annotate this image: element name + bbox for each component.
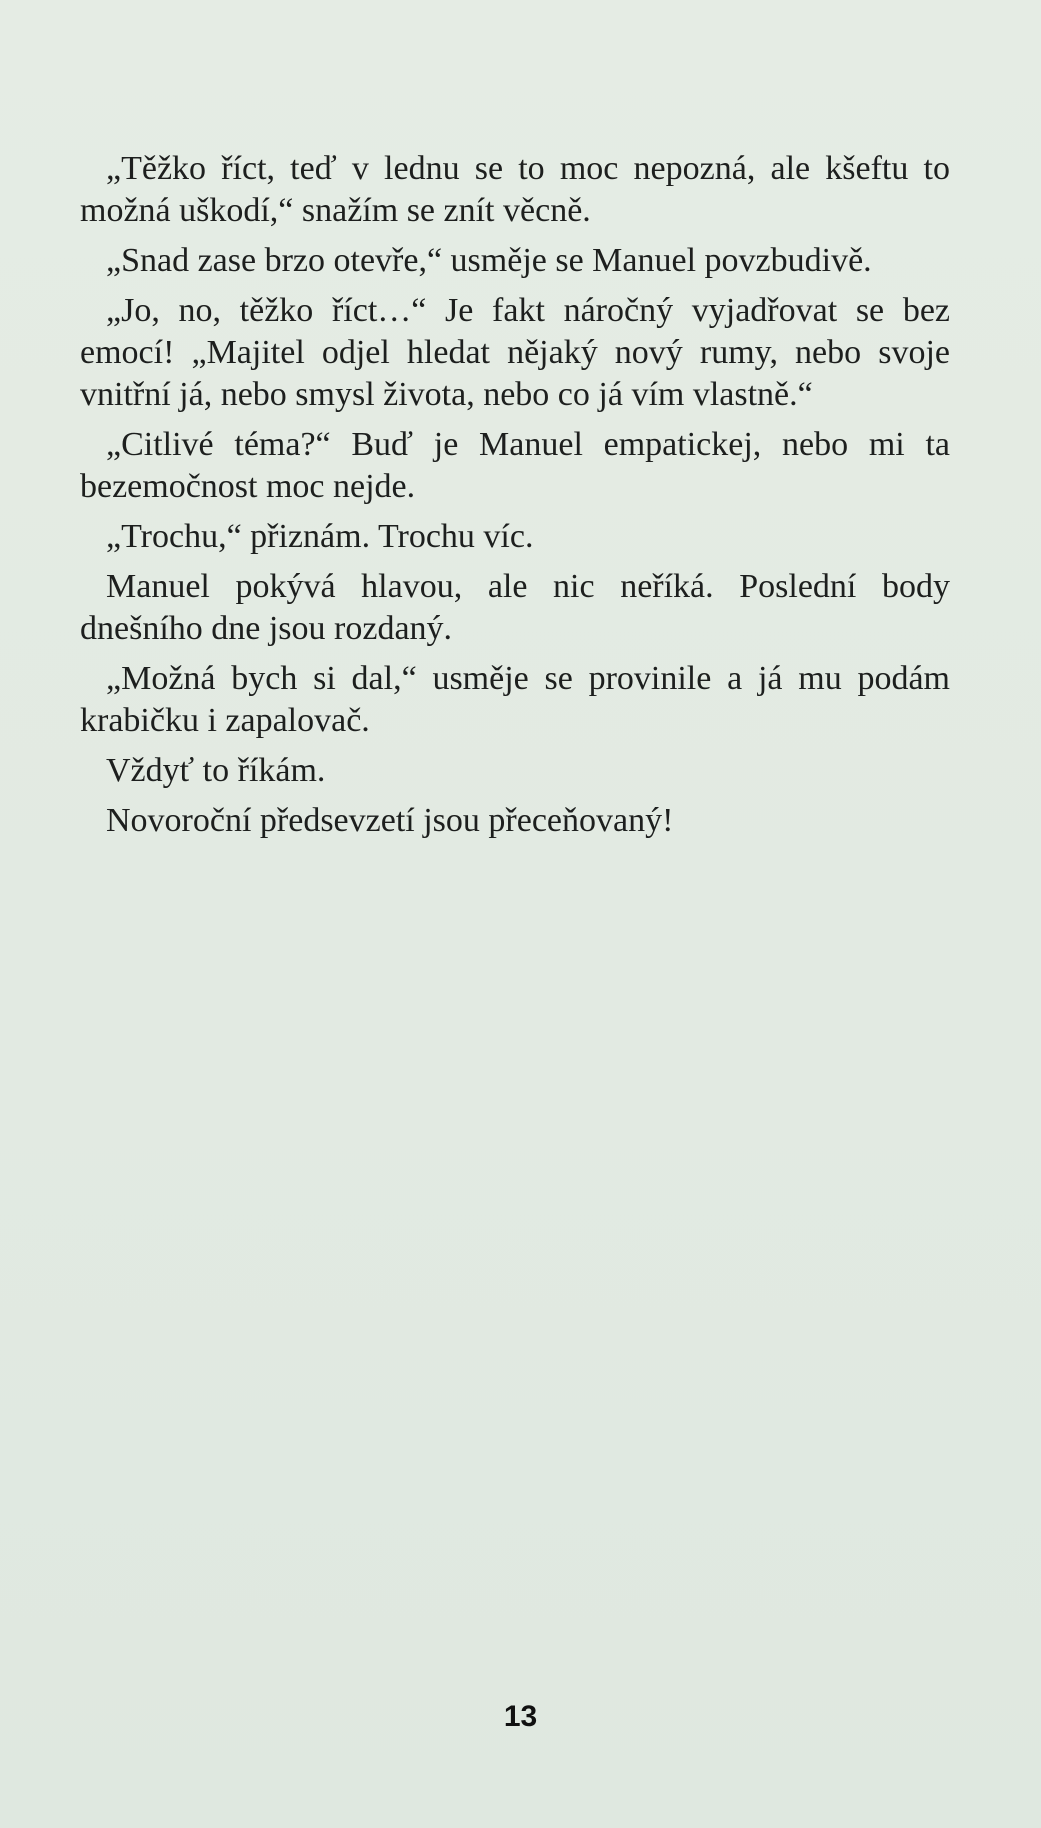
paragraph-2: „Snad zase brzo otevře,“ usměje se Manuel povzbudivě. (106, 242, 872, 279)
paragraph-3: „Jo, no, těžko říct…“ Je fakt náročný vyjadřovat se bez emocí! „Majitel odjel hledat nějaký nový rumy, nebo svoje vnitřní já, nebo smysl života, nebo co já vím vlastně.“ (80, 292, 950, 413)
page-number: 13 (503, 1700, 538, 1733)
paragraph-9: Novoroční předsevzetí jsou přeceňovaný! (106, 802, 674, 839)
paragraph-6: Manuel pokývá hlavou, ale nic neříká. Poslední body dnešního dne jsou rozdaný. (80, 568, 950, 647)
paragraph-4: „Citlivé téma?“ Buď je Manuel empatickej, nebo mi ta bezemočnost moc nejde. (80, 426, 950, 505)
paragraph-5: „Trochu,“ přiznám. Trochu víc. (106, 518, 534, 555)
body-text (80, 148, 950, 850)
paragraph-8: Vždyť to říkám. (106, 752, 326, 789)
paragraph-7: „Možná bych si dal,“ usměje se provinile a já mu podám krabičku i zapalovač. (80, 660, 950, 739)
paragraph-1: „Těžko říct, teď v lednu se to moc nepozná, ale kšeftu to možná uškodí,“ snažím se znít věcně. (80, 150, 950, 229)
